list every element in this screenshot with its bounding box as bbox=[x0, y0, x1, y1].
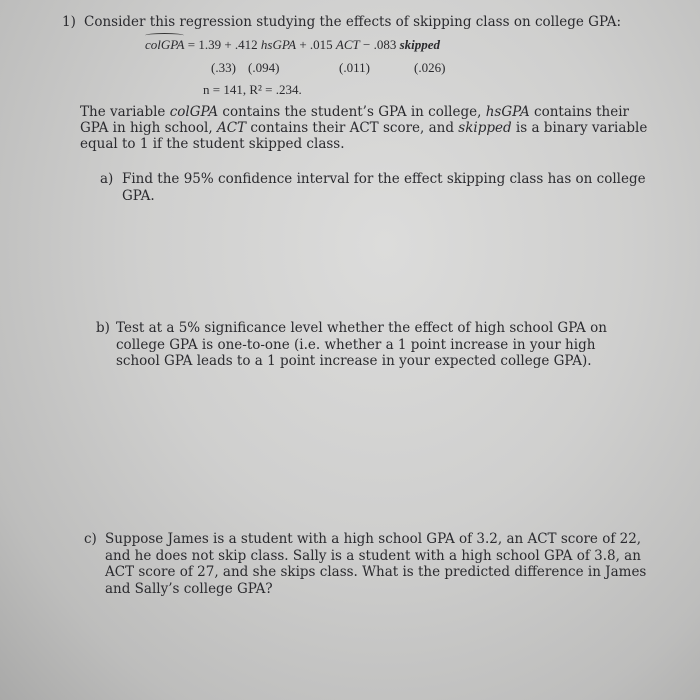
se-skipped: (.026) bbox=[414, 60, 446, 75]
question-intro: Consider this regression studying the effects of skipping class on college GPA: bbox=[84, 14, 622, 30]
desc-text: contains their GPA in high school, bbox=[80, 104, 629, 136]
equation-skipped-coef: − .083 bbox=[363, 37, 397, 52]
regression-equation bbox=[145, 37, 440, 53]
part-a-text: Find the 95% confidence interval for the effect skipping class has on college GPA. bbox=[122, 171, 646, 204]
equation-lhs: colGPA bbox=[145, 37, 185, 52]
desc-var-act: ACT bbox=[216, 120, 247, 136]
equation-const: = 1.39 + .412 bbox=[187, 37, 258, 52]
desc-text: contains their ACT score, and bbox=[246, 120, 459, 136]
part-b-label: b) bbox=[96, 320, 110, 336]
equation-hsgpa: hsGPA bbox=[260, 37, 297, 52]
desc-var-colgpa: colGPA bbox=[169, 104, 219, 120]
se-act: (.011) bbox=[339, 60, 370, 75]
question-number: 1) bbox=[62, 14, 76, 30]
part-b-text: Test at a 5% significance level whether the effect of high school GPA on college GPA is one-to-one (i.e. whether a 1 point increase in your high school GPA leads to a 1 point increase in your expected college GPA). bbox=[116, 320, 607, 369]
equation-act: ACT bbox=[335, 37, 360, 52]
desc-var-hsgpa: hsGPA bbox=[485, 104, 530, 120]
variable-description bbox=[80, 104, 655, 152]
se-hsgpa: (.094) bbox=[248, 60, 280, 75]
equation-act-coef: + .015 bbox=[299, 37, 333, 52]
part-a-label: a) bbox=[100, 171, 114, 187]
part-c-text: Suppose James is a student with a high school GPA of 3.2, an ACT score of 22, and he does not skip class. Sally is a student with a high school GPA of 3.8, an ACT score of 27, and she skips class. What is the predicted difference in James and Sally’s college GPA? bbox=[105, 531, 647, 597]
desc-text: contains the student’s GPA in college, bbox=[218, 104, 486, 120]
desc-var-skipped: skipped bbox=[458, 120, 512, 136]
regression-stats: n = 141, R² = .234. bbox=[203, 82, 302, 97]
se-constant: (.33) bbox=[211, 60, 236, 75]
equation-skipped: skipped bbox=[399, 37, 441, 52]
desc-text: The variable bbox=[80, 104, 170, 120]
desc-text: is a binary variable equal to 1 if the student skipped class. bbox=[80, 120, 648, 152]
part-c-label: c) bbox=[84, 531, 97, 547]
